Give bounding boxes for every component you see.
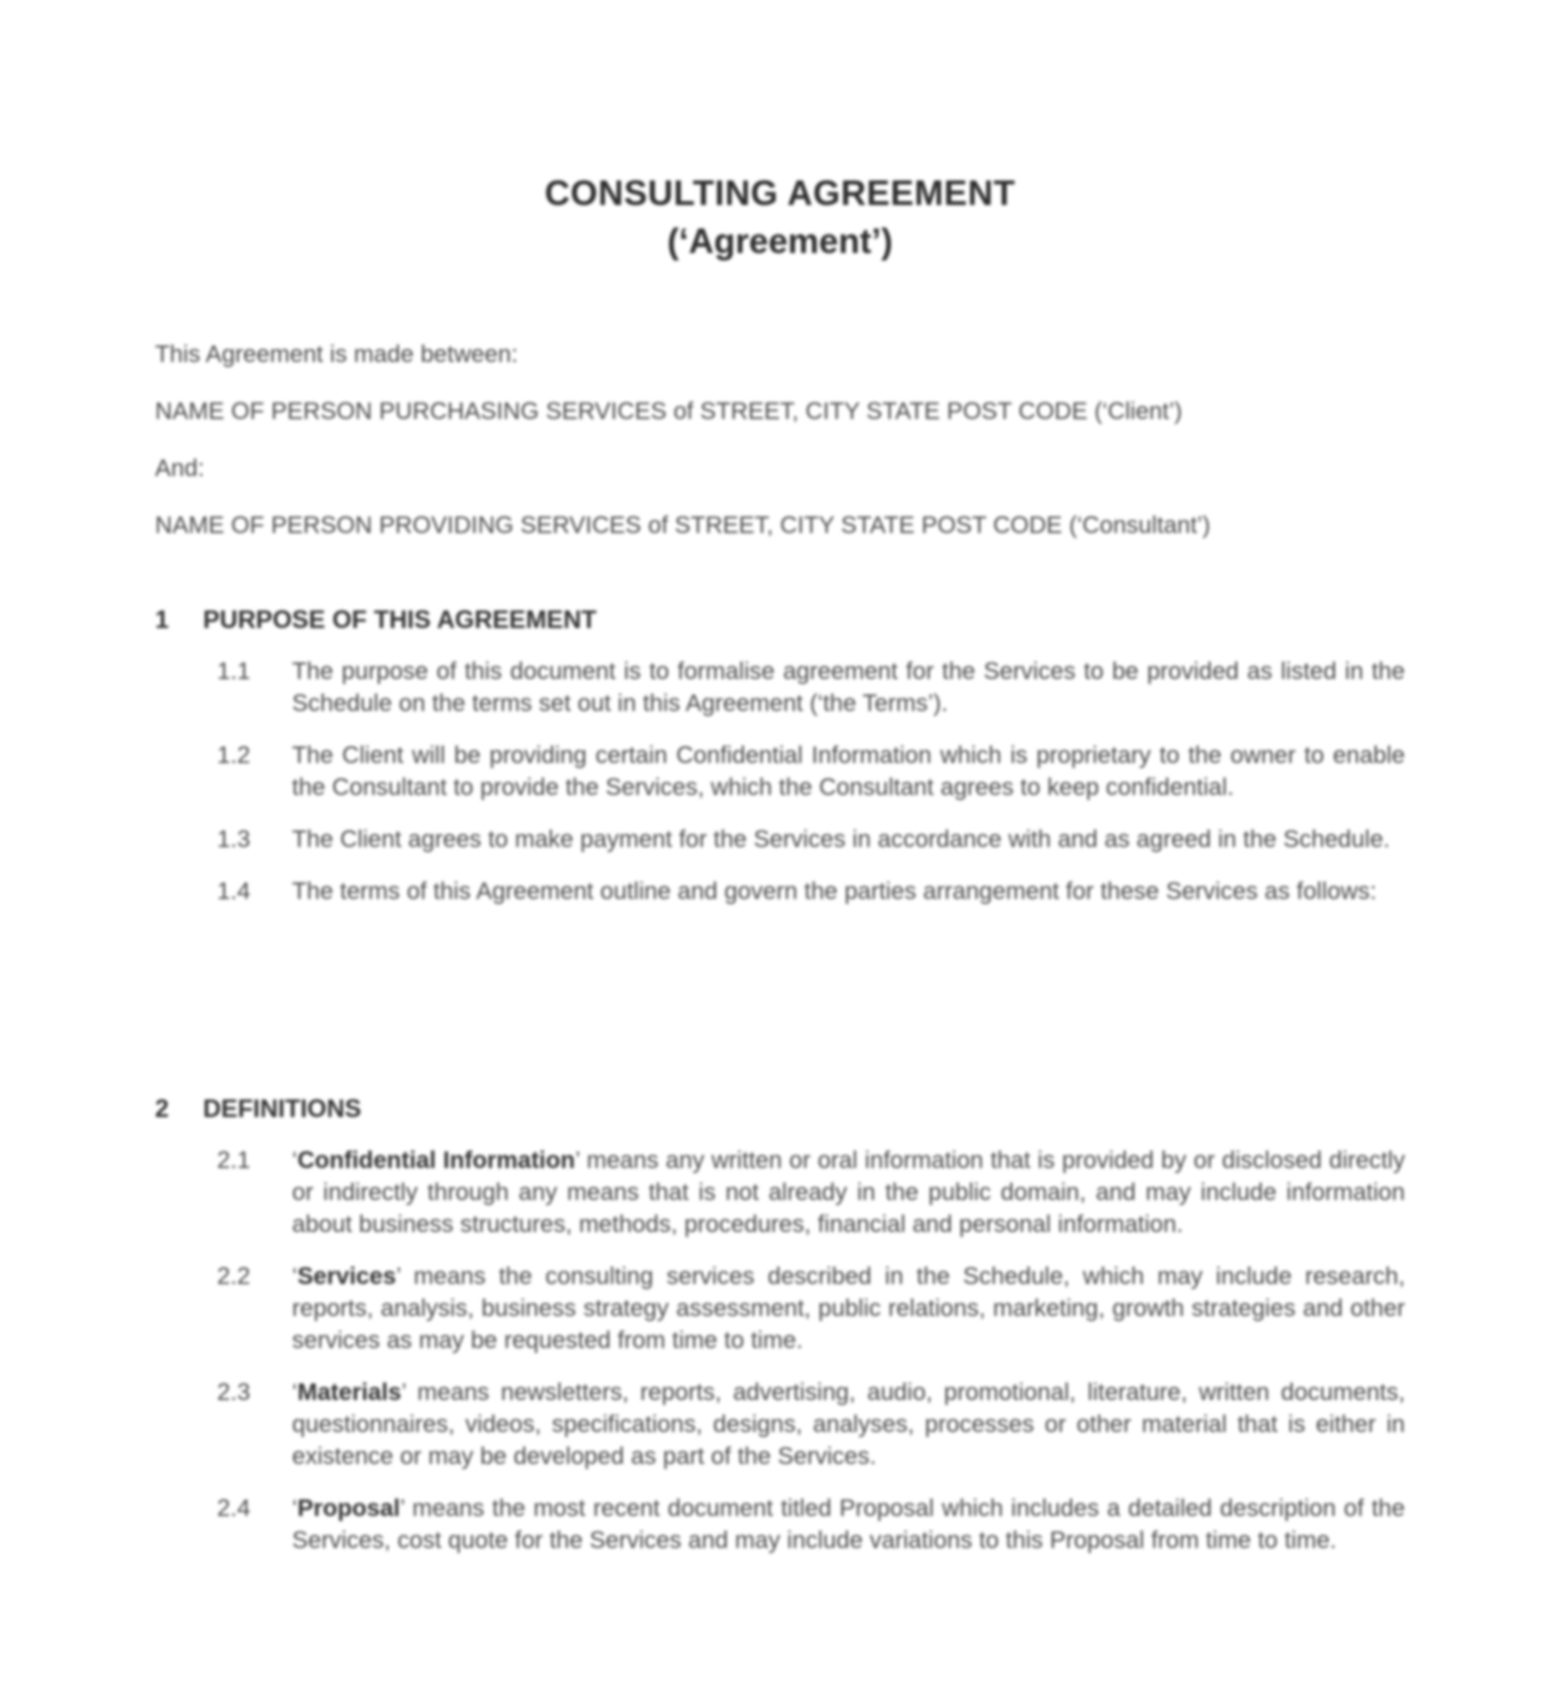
clause-text: ‘Confidential Information’ means any written or oral information that is provided by or disclosed directly or indirectly through any means that is not already in the public domain, and may include information about business structures, methods, procedures, financial and personal information. [292, 1147, 1406, 1238]
clause-number: 2.3 [217, 1379, 251, 1406]
defined-term: Materials [297, 1379, 402, 1406]
and-connector: And: [155, 455, 205, 482]
parties-block [155, 340, 1405, 568]
clause-2-3 [217, 1377, 1405, 1473]
client-party: NAME OF PERSON PURCHASING SERVICES of STREET, CITY STATE POST CODE (‘Client’) [155, 398, 1183, 425]
clause-2-2 [217, 1261, 1405, 1357]
document-title: CONSULTING AGREEMENT [544, 174, 1016, 213]
clause-number: 2.2 [217, 1263, 251, 1290]
section-heading [155, 1093, 1405, 1125]
consultant-party: NAME OF PERSON PROVIDING SERVICES of STREET, CITY STATE POST CODE (‘Consultant’) [155, 512, 1211, 539]
clause-1-1 [217, 656, 1405, 720]
definition-text: means newsletters, reports, advertising, audio, promotional, literature, written documents, questionnaires, videos, specifications, designs, analyses, processes or other material that is either in existence or may be developed as part of the Services. [292, 1379, 1405, 1470]
title-block [0, 170, 1560, 266]
clause-number: 1.3 [217, 826, 251, 853]
clause-text: The purpose of this document is to formalise agreement for the Services to be provided as listed in the Schedule on the terms set out in this Agreement (‘the Terms’). [292, 658, 1405, 717]
definition-text: means any written or oral information that is provided by or disclosed directly or indirectly through any means that is not already in the public domain, and may include information about business structures, methods, procedures, financial and personal information. [292, 1147, 1406, 1238]
defined-term: Confidential Information [297, 1147, 576, 1174]
clause-text: ‘Materials’ means newsletters, reports, advertising, audio, promotional, literature, written documents, questionnaires, videos, specifications, designs, analyses, processes or other material that is either in existence or may be developed as part of the Services. [292, 1379, 1405, 1470]
clause-text: ‘Proposal’ means the most recent document titled Proposal which includes a detailed description of the Services, cost quote for the Services and may include variations to this Proposal from time to time. [292, 1495, 1405, 1554]
section-heading [155, 604, 1405, 636]
clause-number: 1.1 [217, 658, 251, 685]
defined-term: Services [297, 1263, 397, 1290]
parties-intro: This Agreement is made between: [155, 341, 518, 368]
clause-number: 1.4 [217, 878, 251, 905]
definition-text: means the consulting services described in the Schedule, which may include research, reports, analysis, business strategy assessment, public relations, marketing, growth strategies and other services as may be requested from time to time. [292, 1263, 1405, 1354]
section-number: 1 [155, 606, 169, 634]
clause-text: The Client agrees to make payment for the Services in accordance with and as agreed in the Schedule. [292, 826, 1390, 853]
section-definitions [155, 1093, 1405, 1557]
document-subtitle: (‘Agreement’) [667, 222, 893, 261]
clause-number: 1.2 [217, 742, 251, 769]
section-title: DEFINITIONS [203, 1095, 362, 1123]
clause-number: 2.4 [217, 1495, 251, 1522]
section-number: 2 [155, 1095, 169, 1123]
defined-term: Proposal [297, 1495, 401, 1522]
definition-text: means the most recent document titled Proposal which includes a detailed description of the Services, cost quote for the Services and may include variations to this Proposal from time to time. [292, 1495, 1405, 1554]
clause-text: The Client will be providing certain Confidential Information which is proprietary to the owner to enable the Consultant to provide the Services, which the Consultant agrees to keep confidential. [292, 742, 1405, 801]
clause-1-2 [217, 740, 1405, 804]
clause-number: 2.1 [217, 1147, 251, 1174]
section-purpose [155, 604, 1405, 908]
clause-1-3 [217, 824, 1405, 856]
clause-2-1 [217, 1145, 1405, 1241]
clause-text: The terms of this Agreement outline and govern the parties arrangement for these Services as follows: [292, 878, 1377, 905]
clause-text: ‘Services’ means the consulting services described in the Schedule, which may include research, reports, analysis, business strategy assessment, public relations, marketing, growth strategies and other services as may be requested from time to time. [292, 1263, 1405, 1354]
clause-1-4 [217, 876, 1405, 908]
clause-2-4 [217, 1493, 1405, 1557]
section-title: PURPOSE OF THIS AGREEMENT [203, 606, 597, 634]
